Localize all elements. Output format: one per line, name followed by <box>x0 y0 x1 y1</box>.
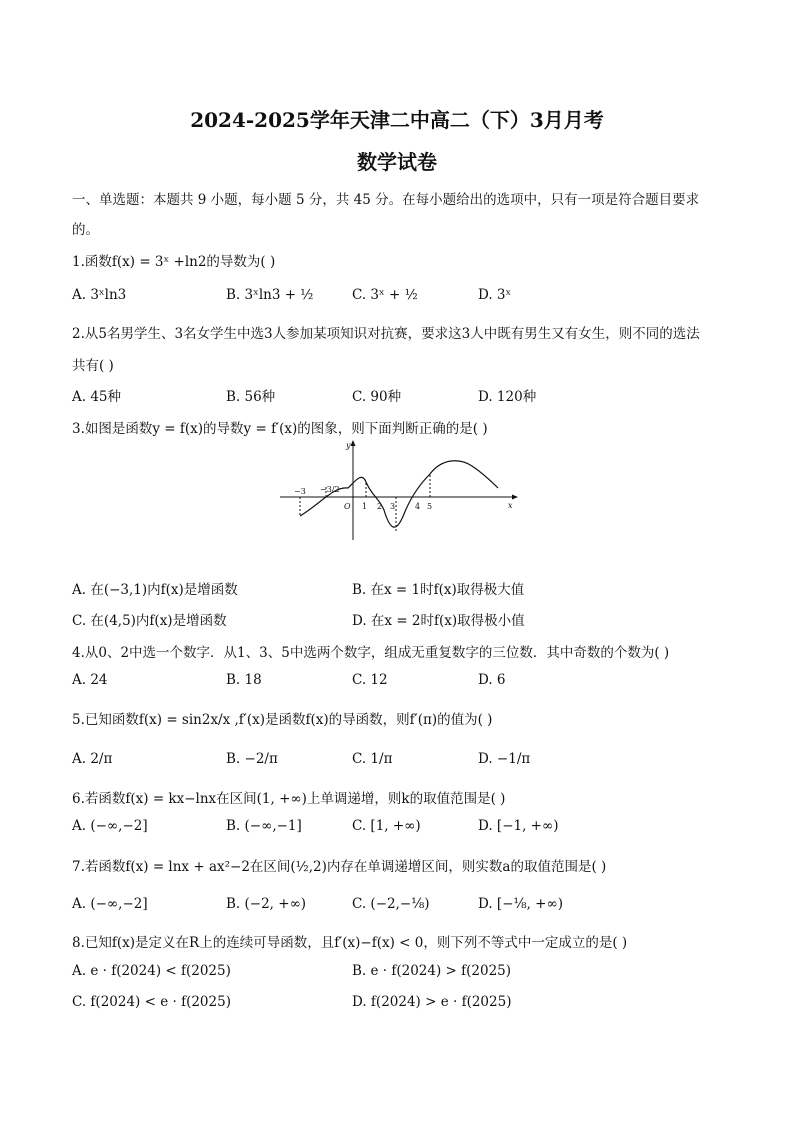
y-axis-arrow <box>351 440 356 446</box>
derivative-graph <box>272 436 522 546</box>
question-2-stem-2: 共有( ) <box>72 358 114 374</box>
origin-label: O <box>344 502 351 511</box>
tick-label-2: 2 <box>377 502 383 511</box>
question-1-option-d: D. 3ˣ <box>478 287 512 303</box>
question-4-option-a: A. 24 <box>72 672 108 688</box>
tick-label-4: 4 <box>415 502 421 511</box>
question-4-stem: 4.从0、2中选一个数字．从1、3、5中选两个数字，组成无重复数字的三位数．其中奇数的个数为( ) <box>72 645 670 661</box>
question-4-option-d: D. 6 <box>478 672 506 688</box>
question-7-option-a: A. (−∞,−2] <box>72 896 148 912</box>
question-5-option-a: A. 2/π <box>72 751 113 767</box>
question-6-option-a: A. (−∞,−2] <box>72 818 148 834</box>
question-8-option-a: A. e · f(2024) < f(2025) <box>72 963 231 979</box>
exam-title: 2024-2025学年天津二中高二（下）3月月考 <box>190 108 604 132</box>
tick-label-1: 1 <box>362 502 368 511</box>
derivative-graph-svg <box>272 436 522 546</box>
x-axis-arrow <box>512 495 518 500</box>
y-axis-label: y <box>346 441 351 450</box>
tick-label-3: 3 <box>390 502 396 511</box>
question-4-option-b: B. 18 <box>226 672 262 688</box>
question-1-option-b: B. 3ˣln3 + ½ <box>226 287 314 303</box>
question-3-stem: 3.如图是函数y = f(x)的导数y = f′(x)的图象，则下面判断正确的是( ) <box>72 421 488 437</box>
question-7-option-d: D. [−⅛, +∞) <box>478 896 563 912</box>
section-instructions-2: 的。 <box>72 222 99 238</box>
question-2-stem-1: 2.从5名男学生、3名女学生中选3人参加某项知识对抗赛，要求这3人中既有男生又有女生，则不同的选法 <box>72 326 700 342</box>
question-5-option-d: D. −1/π <box>478 751 531 767</box>
question-5-option-c: C. 1/π <box>352 751 393 767</box>
x-axis-label: x <box>508 501 513 510</box>
question-5-option-b: B. −2/π <box>226 751 278 767</box>
question-5-stem: 5.已知函数f(x) = sin2x/x ,f′(x)是函数f(x)的导函数，则f′(π)的值为( ) <box>72 712 493 728</box>
question-4-option-c: C. 12 <box>352 672 388 688</box>
tick-label-5: 5 <box>427 502 433 511</box>
question-3-option-b: B. 在x = 1时f(x)取得极大值 <box>352 582 525 598</box>
question-1-option-c: C. 3ˣ + ½ <box>352 287 418 303</box>
question-3-option-a: A. 在(−3,1)内f(x)是增函数 <box>72 582 238 598</box>
question-6-stem: 6.若函数f(x) = kx−lnx在区间(1, +∞)上单调递增，则k的取值范围是( ) <box>72 791 506 807</box>
question-3-option-c: C. 在(4,5)内f(x)是增函数 <box>72 613 227 629</box>
question-8-stem: 8.已知f(x)是定义在R上的连续可导函数，且f′(x)−f(x) < 0，则下列不等式中一定成立的是( ) <box>72 935 628 951</box>
section-instructions-1: 一、单选题：本题共 9 小题，每小题 5 分，共 45 分。在每小题给出的选项中，只有一项是符合题目要求 <box>72 192 700 208</box>
question-6-option-c: C. [1, +∞) <box>352 818 421 834</box>
question-8-option-d: D. f(2024) > e · f(2025) <box>352 994 512 1010</box>
question-7-option-c: C. (−2,−⅛) <box>352 896 430 912</box>
question-6-option-d: D. [−1, +∞) <box>478 818 559 834</box>
question-2-option-a: A. 45种 <box>72 389 122 405</box>
question-8-option-c: C. f(2024) < e · f(2025) <box>72 994 231 1010</box>
question-1-stem: 1.函数f(x) = 3ˣ +ln2的导数为( ) <box>72 254 276 270</box>
question-3-option-d: D. 在x = 2时f(x)取得极小值 <box>352 613 525 629</box>
question-7-option-b: B. (−2, +∞) <box>226 896 307 912</box>
question-2-option-d: D. 120种 <box>478 389 537 405</box>
question-8-option-b: B. e · f(2024) > f(2025) <box>352 963 512 979</box>
exam-subtitle: 数学试卷 <box>357 150 437 174</box>
question-7-stem: 7.若函数f(x) = lnx + ax²−2在区间(½,2)内存在单调递增区间，则实数a的取值范围是( ) <box>72 859 607 875</box>
question-2-option-c: C. 90种 <box>352 389 402 405</box>
question-1-option-a: A. 3ˣln3 <box>72 287 127 303</box>
tick-label-minus3: −3 <box>294 487 306 496</box>
tick-label-minus3-2: −3/2 <box>320 485 340 494</box>
question-6-option-b: B. (−∞,−1] <box>226 818 302 834</box>
question-2-option-b: B. 56种 <box>226 389 276 405</box>
